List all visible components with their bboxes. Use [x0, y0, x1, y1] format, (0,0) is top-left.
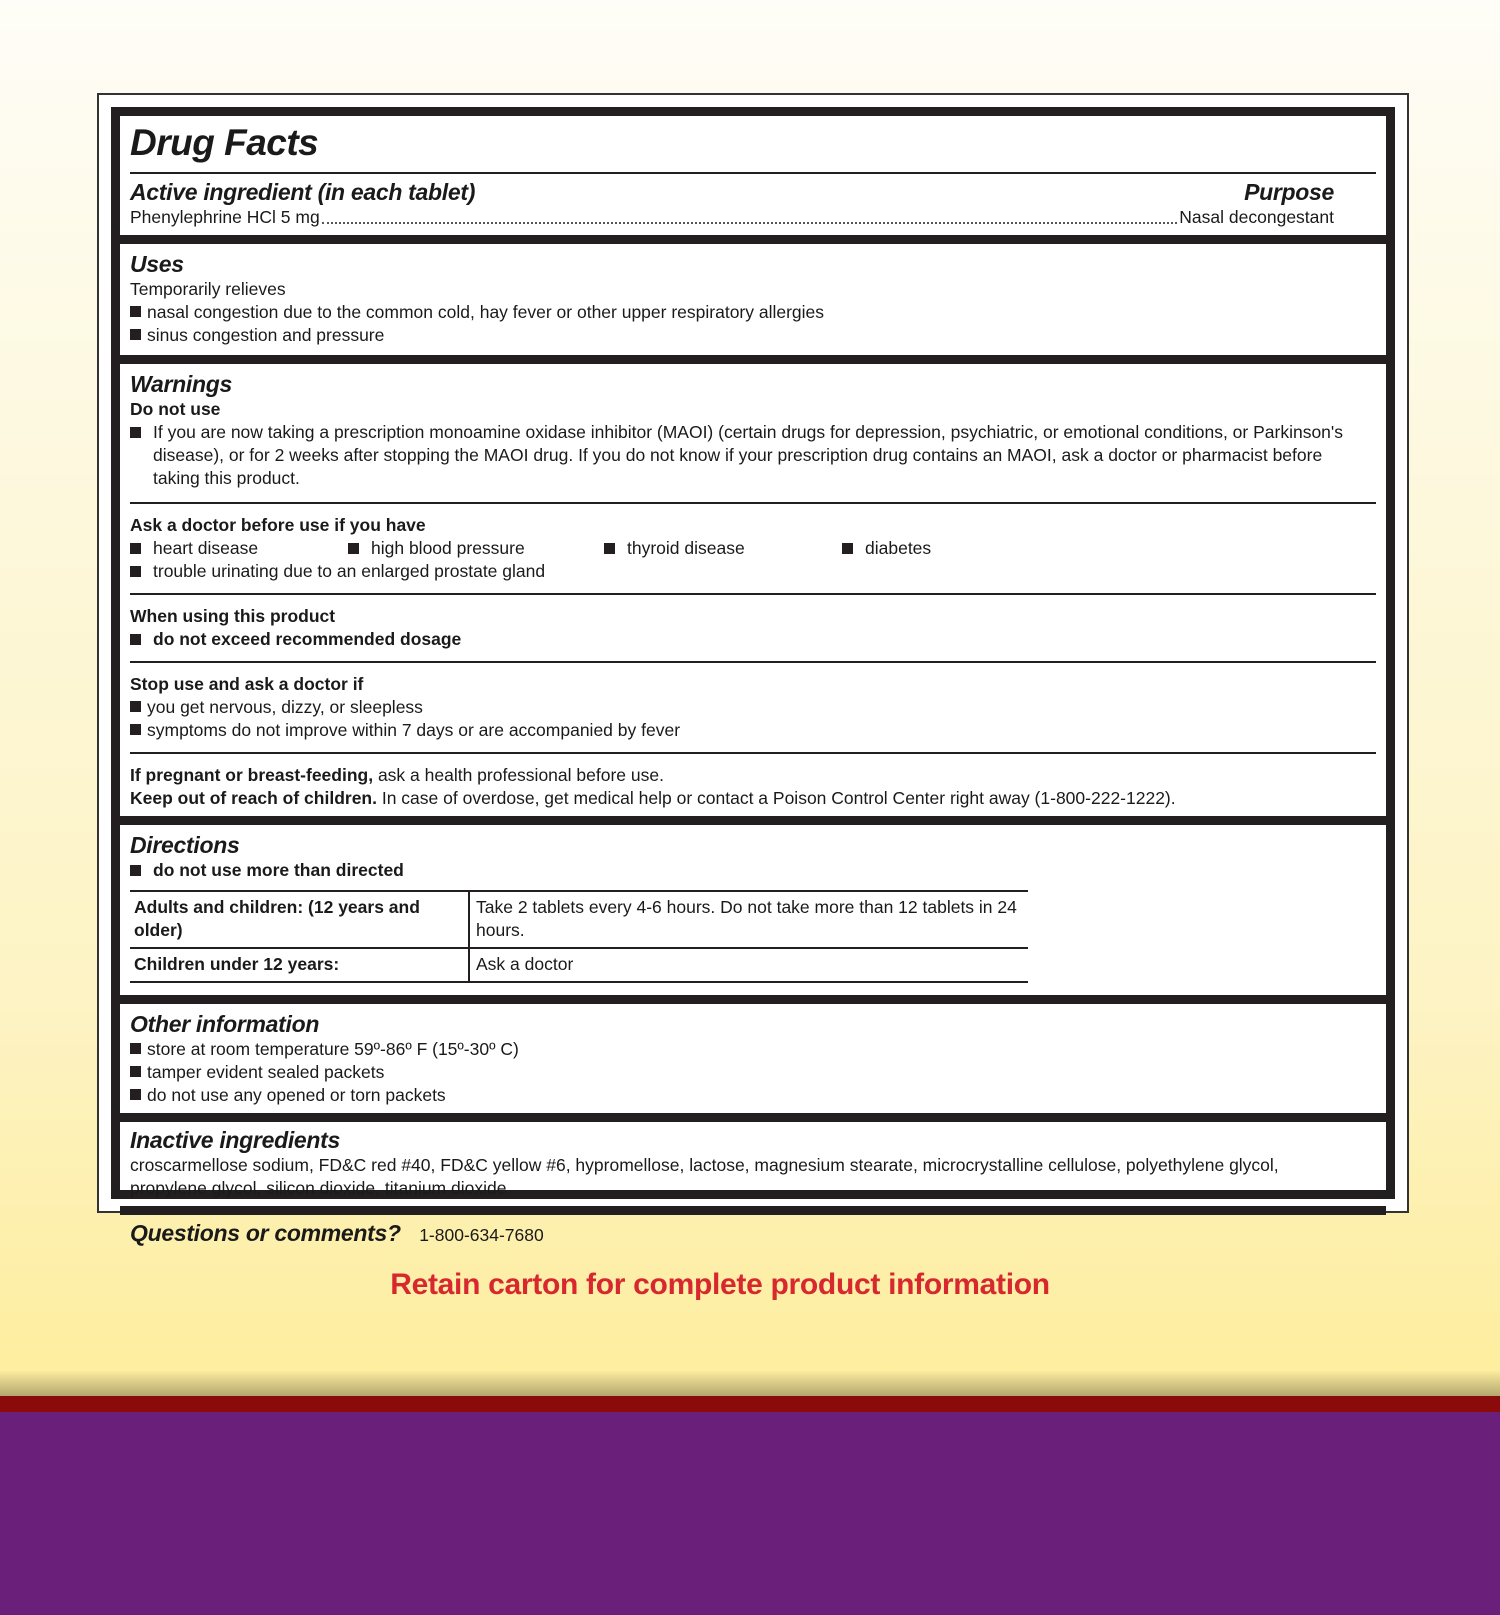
list-item: tamper evident sealed packets: [147, 1062, 385, 1082]
purpose-heading: Purpose: [1244, 179, 1334, 205]
questions-heading: Questions or comments?: [130, 1220, 401, 1246]
bullet-square-icon: [130, 634, 141, 645]
list-item: you get nervous, dizzy, or sleepless: [147, 697, 423, 717]
list-item: do not use any opened or torn packets: [147, 1085, 446, 1105]
bullet-square-icon: [604, 543, 615, 554]
list-item: do not use more than directed: [153, 860, 404, 880]
warnings-stop-use: [130, 661, 1376, 752]
directions-table: [130, 890, 1028, 983]
warnings-ask-doctor: [130, 502, 1376, 593]
table-row: [130, 948, 1028, 982]
active-ingredient-value: Phenylephrine HCl 5 mg: [130, 207, 320, 227]
bullet-square-icon: [130, 306, 141, 317]
section-active-ingredient: [120, 120, 1386, 244]
ask-doctor-list: [130, 537, 1376, 560]
table-cell: Children under 12 years:: [130, 948, 469, 982]
inactive-ingredients-heading: Inactive ingredients: [130, 1127, 341, 1153]
bullet-square-icon: [130, 701, 141, 712]
bullet-square-icon: [130, 427, 141, 438]
drug-facts-frame: [97, 93, 1409, 1246]
section-other-information: [120, 1004, 1386, 1122]
bullet-square-icon: [130, 566, 141, 577]
warnings-do-not-use: [130, 398, 1376, 502]
table-cell: Adults and children: (12 years and older): [130, 891, 469, 948]
purple-band: [0, 1412, 1500, 1615]
red-band: [0, 1396, 1500, 1412]
list-item: nasal congestion due to the common cold, hay fever or other upper respiratory allergies: [130, 301, 1376, 324]
active-ingredient-heading: Active ingredient (in each tablet): [130, 179, 476, 205]
list-item: store at room temperature 59º-86º F (15º-30º C): [147, 1039, 519, 1059]
uses-intro: Temporarily relieves: [130, 279, 286, 299]
drug-facts-panel: [111, 107, 1395, 1246]
table-row: [130, 891, 1028, 948]
warnings-heading: Warnings: [130, 371, 232, 397]
list-item: diabetes: [865, 538, 932, 558]
section-inactive-ingredients: [120, 1122, 1386, 1215]
bullet-square-icon: [842, 543, 853, 554]
retain-carton-note: Retain carton for complete product information: [390, 1268, 1050, 1301]
keep-out-warning: Keep out of reach of children. In case of overdose, get medical help or contact a Poison Control Center right away (1-800-222-1222).: [130, 788, 1176, 808]
list-item: high blood pressure: [371, 538, 525, 558]
other-information-heading: Other information: [130, 1011, 320, 1037]
band-shadow: [0, 1370, 1500, 1396]
warnings-general: [130, 752, 1376, 816]
bullet-square-icon: [130, 329, 141, 340]
bullet-square-icon: [130, 543, 141, 554]
bullet-square-icon: [130, 724, 141, 735]
section-uses: [120, 244, 1386, 364]
bullet-square-icon: [348, 543, 359, 554]
drug-facts-title: Drug Facts: [130, 122, 319, 163]
list-item: thyroid disease: [627, 538, 745, 558]
uses-heading: Uses: [130, 251, 184, 277]
questions-phone: 1-800-634-7680: [419, 1225, 544, 1245]
bullet-square-icon: [130, 1043, 141, 1054]
list-item: trouble urinating due to an enlarged prostate gland: [153, 561, 546, 581]
list-item: do not exceed recommended dosage: [153, 629, 462, 649]
bullet-square-icon: [130, 1066, 141, 1077]
ask-doctor-heading: Ask a doctor before use if you have: [130, 515, 426, 535]
table-cell: Ask a doctor: [469, 948, 1028, 982]
do-not-use-text: If you are now taking a prescription monoamine oxidase inhibitor (MAOI) (certain drugs for depression, psychiatric, or emotional conditions, or Parkinson's disease), or for 2 weeks after stopping the MAOI drug. If you do not know if your prescription drug contains an MAOI, ask a doctor or pharmacist before taking this product.: [153, 422, 1344, 488]
section-directions: [120, 825, 1386, 1004]
table-cell: Take 2 tablets every 4-6 hours. Do not take more than 12 tablets in 24 hours.: [469, 891, 1028, 948]
stop-use-heading: Stop use and ask a doctor if: [130, 674, 364, 694]
section-warnings: [120, 364, 1386, 825]
bullet-square-icon: [130, 865, 141, 876]
directions-heading: Directions: [130, 832, 240, 858]
dot-leader: [322, 221, 1178, 224]
when-using-heading: When using this product: [130, 606, 336, 626]
list-item: heart disease: [153, 538, 259, 558]
bullet-square-icon: [130, 1089, 141, 1100]
list-item: sinus congestion and pressure: [130, 324, 1376, 347]
section-questions: [120, 1215, 1386, 1247]
purpose-value: Nasal decongestant: [1179, 207, 1334, 227]
warnings-when-using: [130, 593, 1376, 661]
inactive-ingredients-text: croscarmellose sodium, FD&C red #40, FD&C yellow #6, hypromellose, lactose, magnesium stearate, microcrystalline cellulose, polyethylene glycol, propylene glycol, silicon dioxide, titanium dioxide: [130, 1155, 1279, 1198]
list-item: symptoms do not improve within 7 days or are accompanied by fever: [147, 720, 681, 740]
do-not-use-heading: Do not use: [130, 399, 221, 419]
pregnant-warning: If pregnant or breast-feeding, ask a health professional before use.: [130, 765, 664, 785]
